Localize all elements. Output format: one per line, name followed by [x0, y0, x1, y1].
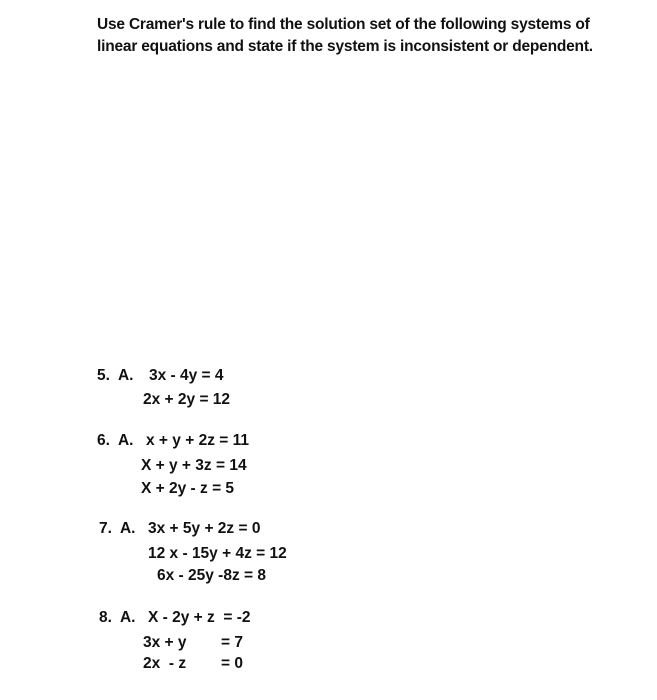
problem-8-equation-3-left: 2x - z — [143, 655, 187, 672]
problem-5-equation-1: 3x - 4y = 4 — [149, 367, 224, 384]
problem-6-equation-1: x + y + 2z = 11 — [146, 432, 249, 449]
problem-6-label: 6. A. — [97, 432, 134, 449]
problem-5-label: 5. A. — [97, 367, 134, 384]
problem-7-label: 7. A. — [99, 520, 136, 537]
problem-8-equation-1: X - 2y + z = -2 — [148, 609, 251, 626]
problem-7-equation-1: 3x + 5y + 2z = 0 — [148, 520, 261, 537]
instructions-line-1: Use Cramer's rule to find the solution set of the following systems of — [97, 16, 590, 33]
problem-8-equation-3-right: = 0 — [221, 655, 243, 672]
problem-6-equation-3: X + 2y - z = 5 — [141, 480, 235, 497]
instructions — [97, 14, 642, 58]
problem-8-label: 8. A. — [99, 609, 136, 626]
problem-7-equation-2: 12 x - 15y + 4z = 12 — [148, 545, 287, 562]
problem-5-equation-2: 2x + 2y = 12 — [143, 391, 231, 408]
problem-6-equation-2: X + y + 3z = 14 — [141, 457, 247, 474]
problem-7-equation-3: 6x - 25y -8z = 8 — [157, 567, 266, 584]
instructions-line-2: linear equations and state if the system is inconsistent or dependent. — [97, 38, 593, 55]
problem-8-equation-2-left: 3x + y — [143, 634, 187, 651]
problem-8-equation-2-right: = 7 — [221, 634, 243, 651]
